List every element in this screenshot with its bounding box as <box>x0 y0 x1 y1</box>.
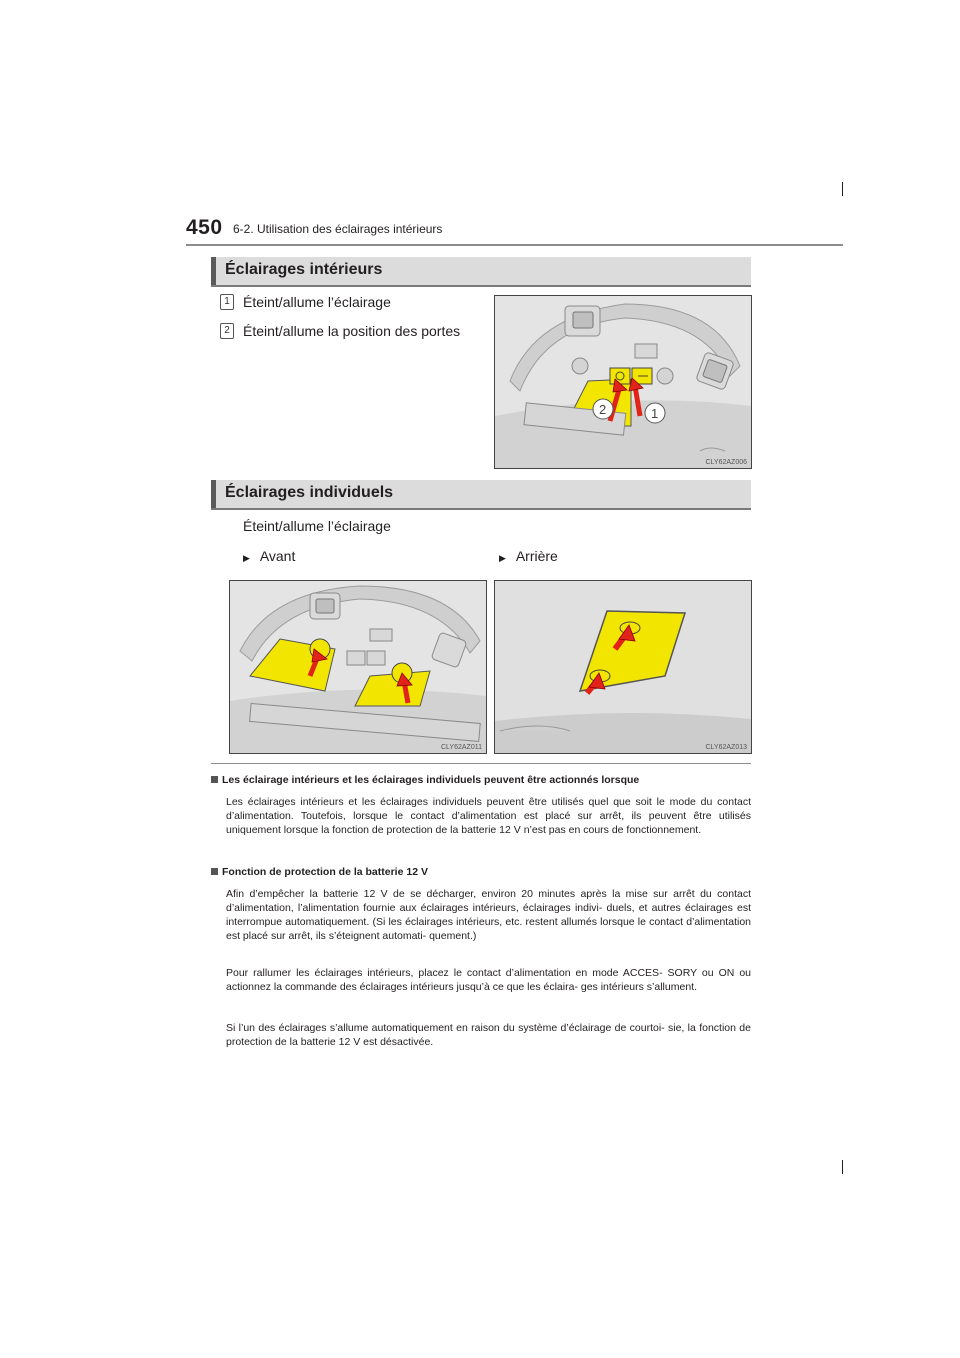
figure-callout-1: 1 <box>651 406 659 421</box>
note-2-paragraph-2: Pour rallumer les éclairages intérieurs, placez le contact d’alimentation en mode ACCES- SORY ou ON ou actionnez la commande des éclairages intérieurs jusqu’à ce que les éclaira- ges intérieurs s’allument. <box>226 967 751 993</box>
crop-mark-bottom <box>842 1160 843 1174</box>
front-lights-illustration <box>230 581 486 753</box>
page-number: 450 <box>186 216 223 239</box>
header-rule <box>186 244 843 246</box>
callout-badge-2: 2 <box>220 323 234 339</box>
rear-label-text: Arrière <box>515 548 558 564</box>
crop-mark-top <box>842 182 843 196</box>
personal-lights-heading <box>211 480 751 510</box>
notes-divider <box>211 763 751 764</box>
section-title: 6-2. Utilisation des éclairages intérieurs <box>233 222 443 236</box>
front-label <box>243 548 295 564</box>
note-2-title <box>211 866 751 878</box>
rear-label <box>499 548 558 564</box>
interior-lights-figure <box>494 295 752 469</box>
triangle-bullet-icon: ▶ <box>243 553 250 563</box>
heading-bar <box>211 480 216 508</box>
interior-item-2-text: Éteint/allume la position des portes <box>243 323 461 339</box>
note-2-title-text: Fonction de protection de la batterie 12 V <box>222 866 428 878</box>
note-1-title <box>211 774 751 786</box>
square-bullet-icon <box>211 776 218 783</box>
square-bullet-icon <box>211 868 218 875</box>
figure-callout-2: 2 <box>599 402 607 417</box>
rear-lights-figure <box>494 580 752 754</box>
note-2-paragraph-3: Si l’un des éclairages s’allume automatiquement en raison du système d’éclairage de courtoi- sie, la fonction de protection de la batterie 12 V est désactivée. <box>226 1022 751 1048</box>
rear-lights-illustration <box>495 581 751 753</box>
triangle-bullet-icon: ▶ <box>499 553 506 563</box>
note-2-paragraph-1: Afin d’empêcher la batterie 12 V de se décharger, environ 20 minutes après la mise sur arrêt du contact d’alimentation, l’alimentation fournie aux éclairages intérieurs, éclairages indivi- duels, et autres éclairages est interrompue automatiquement. (Si les éclairages intérieurs, etc. restent allumés lorsque le contact d’alimentation est placé sur arrêt, ils s’éteignent automati- quement.) <box>226 888 751 942</box>
front-figure-code: CLY62AZ011 <box>441 744 482 751</box>
callout-badge-1: 1 <box>220 294 234 310</box>
front-lights-figure <box>229 580 487 754</box>
interior-lights-heading-text: Éclairages intérieurs <box>225 261 383 278</box>
interior-lights-heading <box>211 257 751 287</box>
interior-lights-illustration <box>495 296 751 468</box>
personal-lights-heading-text: Éclairages individuels <box>225 484 394 501</box>
interior-item-1-text: Éteint/allume l’éclairage <box>243 294 391 310</box>
note-1-paragraph: Les éclairages intérieurs et les éclairages individuels peuvent être utilisés quel que soit le mode du contact d’alimentation. Toutefois, lorsque le contact d’alimentation est placé sur arrêt, ils peuvent être utilisés uniquement lorsque la fonction de protection de la batterie 12 V n’est pas en cours de fonctionnement. <box>226 796 751 836</box>
heading-bar <box>211 257 216 285</box>
rear-figure-code: CLY62AZ013 <box>705 744 747 751</box>
note-1-title-text: Les éclairage intérieurs et les éclairages individuels peuvent être actionnés lorsque <box>222 774 640 786</box>
personal-lights-text: Éteint/allume l’éclairage <box>243 518 391 534</box>
front-label-text: Avant <box>259 548 296 564</box>
interior-figure-code: CLY62AZ006 <box>705 459 747 466</box>
